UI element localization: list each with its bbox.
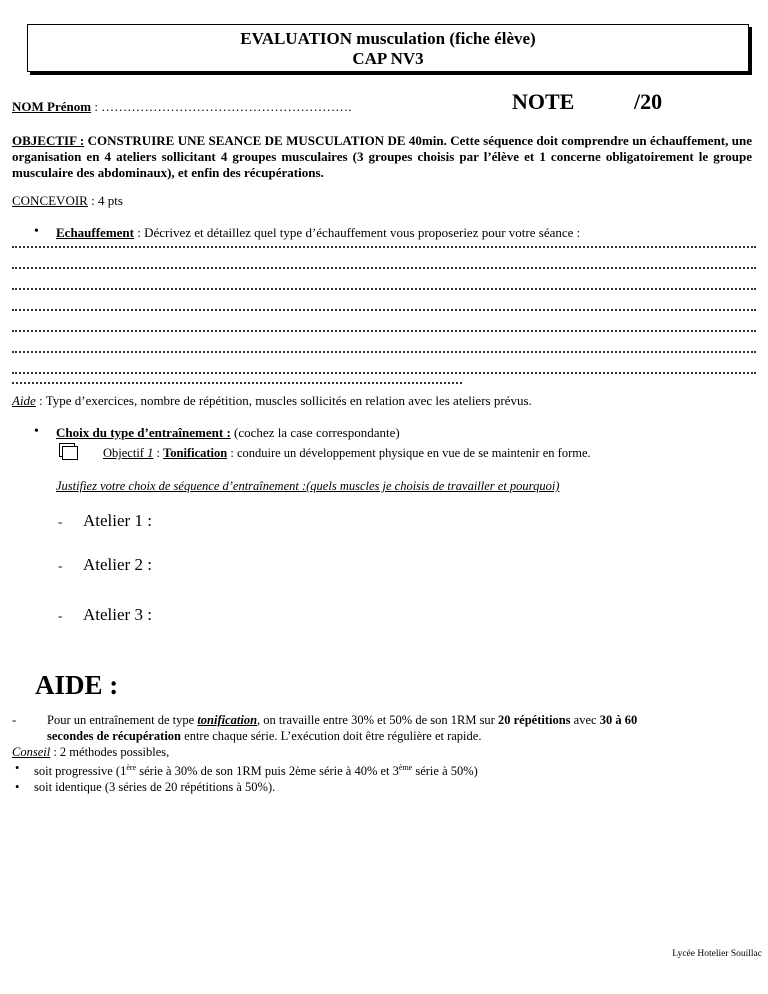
- option-sep: :: [153, 446, 164, 460]
- objective-paragraph: [12, 133, 752, 181]
- choix-text: (cochez la case correspondante): [230, 425, 400, 440]
- option-desc: : conduire un développement physique en vue de se maintenir en forme.: [227, 446, 591, 460]
- concevoir-points: : 4 pts: [87, 193, 123, 208]
- aide-title: AIDE :: [35, 670, 119, 700]
- choix-bullet: [56, 425, 400, 441]
- echauffement-text: : Décrivez et détaillez quel type d’échauffement vous proposeriez pour votre séance :: [134, 225, 581, 240]
- aide-hint-text: : Type d’exercices, nombre de répétition, muscles sollicités en relation avec les ateliers prévus.: [35, 393, 532, 408]
- justify-prompt: Justifiez votre choix de séquence d’entraînement :(quels muscles je choisis de travailler et pourquoi): [56, 479, 560, 493]
- aide-hint: [12, 393, 532, 409]
- answer-line[interactable]: [12, 287, 756, 290]
- aide-hint-label: Aide: [12, 393, 36, 408]
- name-dots: : ………………………………………………….: [91, 99, 352, 114]
- answer-line[interactable]: [12, 245, 756, 248]
- conseil-line: Conseil : 2 méthodes possibles,: [12, 745, 170, 759]
- tonification-checkbox[interactable]: [62, 446, 78, 460]
- objective-label: OBJECTIF :: [12, 133, 85, 148]
- conseil-label: Conseil: [12, 745, 51, 759]
- concevoir-heading: [12, 193, 123, 209]
- objectif-option: [103, 446, 591, 461]
- option-label: Objectif: [103, 446, 144, 460]
- document-title: EVALUATION musculation (fiche élève): [240, 29, 536, 48]
- footer-school: Lycée Hotelier Souillac: [672, 949, 762, 959]
- document-subtitle: CAP NV3: [352, 49, 424, 68]
- echauffement-label: Echauffement: [56, 225, 134, 240]
- concevoir-label: CONCEVOIR: [12, 193, 88, 208]
- atelier-3[interactable]: [58, 605, 152, 625]
- atelier-dash: -: [58, 608, 63, 623]
- atelier-label: Atelier 2 :: [83, 555, 152, 574]
- atelier-2[interactable]: [58, 555, 152, 575]
- option-number: 1: [147, 446, 154, 460]
- answer-line[interactable]: [12, 371, 756, 374]
- method-identique: • soit identique (3 séries de 20 répétitions à 50%).: [15, 780, 276, 795]
- answer-line[interactable]: [12, 350, 756, 353]
- atelier-dash: -: [58, 558, 63, 573]
- objective-text: CONSTRUIRE UNE SEANCE DE MUSCULATION DE 40min. Cette séquence doit comprendre un échauffement, une organisation en 4 ateliers sollicitant 4 groupes musculaires (3 groupes choisis par l’élève et 1 concerne obligatoirement le groupe musculaire des abdominaux), et enfin des récupérations.: [12, 133, 752, 180]
- name-field[interactable]: [12, 99, 351, 115]
- title-box: [27, 24, 749, 72]
- note-max[interactable]: /20: [634, 89, 663, 114]
- name-label: NOM Prénom: [12, 99, 92, 114]
- aide-section: [12, 712, 752, 795]
- aide-paragraph-1: - Pour un entraînement de type tonification, on travaille entre 30% et 50% de son 1RM sur 20 répétitions avec 30 à 60 secondes de récupération entre chaque série. L’exécution doit être régulière et rapide.: [12, 713, 638, 743]
- aide-dash: -: [12, 713, 17, 727]
- note-label: NOTE: [512, 89, 575, 114]
- echauffement-bullet: [56, 225, 580, 241]
- option-name: Tonification: [163, 446, 228, 460]
- answer-line[interactable]: [12, 266, 756, 269]
- answer-line[interactable]: [12, 381, 462, 384]
- method-progressive: • soit progressive (1ère série à 30% de son 1RM puis 2ème série à 40% et 3ème série à 50%): [15, 761, 478, 779]
- choix-label: Choix du type d’entraînement :: [56, 425, 231, 440]
- answer-line[interactable]: [12, 329, 756, 332]
- atelier-label: Atelier 1 :: [83, 511, 152, 530]
- answer-line[interactable]: [12, 308, 756, 311]
- atelier-dash: -: [58, 514, 63, 529]
- tonification-emphasis: tonification: [197, 713, 258, 727]
- atelier-label: Atelier 3 :: [83, 605, 152, 624]
- atelier-1[interactable]: [58, 511, 152, 531]
